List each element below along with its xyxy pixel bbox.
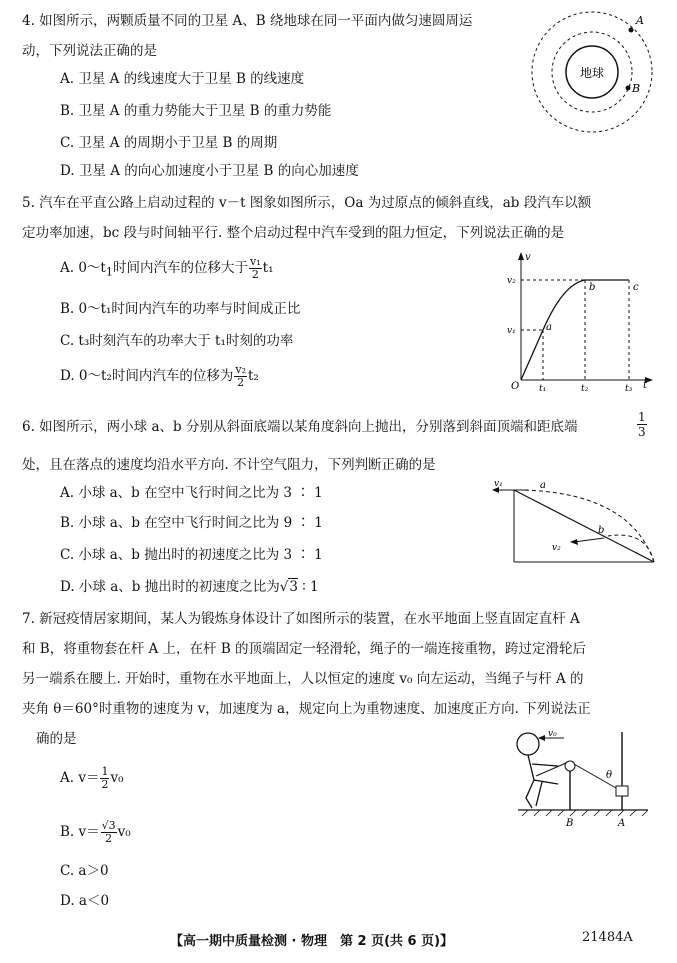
q7-option-a-pre: A. v＝: [60, 770, 100, 786]
q7-option-a-den: 2: [101, 778, 109, 791]
v2-arrowhead: [570, 539, 578, 545]
q5-vt-graph: [505, 248, 655, 393]
incline-surface: [514, 490, 654, 562]
t-axis-label: t: [643, 380, 648, 391]
footer-code: 21484A: [582, 930, 633, 945]
q6-incline-figure: [490, 478, 660, 570]
t2-tick: t₂: [581, 384, 589, 393]
q4-option-b: B. 卫星 A 的重力势能大于卫星 B 的重力势能: [60, 103, 332, 119]
q7-option-d: D. a＜0: [60, 893, 110, 909]
q5-option-a-num: v₁: [250, 255, 261, 268]
q5-option-d-pre: D. 0～t₂时间内汽车的位移为: [60, 368, 234, 384]
v0-label: v₀: [548, 729, 557, 739]
t3-tick: t₃: [625, 384, 633, 393]
q7-stem-line4: 夹角 θ＝60°时重物的速度为 v，加速度为 a，规定向上为重物速度、加速度正方向. 下列说法正: [22, 701, 591, 717]
q7-option-a-fraction: [100, 766, 109, 791]
point-b-label: b: [589, 282, 596, 293]
q7-stem-line2: 和 B，将重物套在杆 A 上，在杆 B 的顶端固定一轻滑轮，绳子的一端连接重物，跨过定滑轮后: [22, 641, 587, 657]
vt-curve: [521, 280, 629, 380]
pulley: [565, 761, 575, 771]
q5-option-a-fraction: [249, 256, 262, 281]
earth-label: 地球: [579, 66, 605, 80]
q5-option-d-num: v₂: [235, 363, 246, 376]
q6-option-d-pre: D. 小球 a、b 抛出时的初速度之比为: [60, 579, 280, 595]
q7-option-a: [60, 766, 124, 791]
person-body: [526, 755, 558, 808]
q7-stem-line1: 7. 新冠疫情居家期间，某人为锻炼身体设计了如图所示的装置，在水平地面上竖直固定直杆 A: [22, 611, 580, 627]
point-c-label: c: [633, 282, 639, 293]
q7-pulley-figure: [512, 728, 652, 828]
footer-title: 【高一期中质量检测 · 物理 第 2 页(共 6 页)】: [170, 934, 454, 949]
rod-a-label: A: [618, 818, 626, 828]
q5-option-a: [60, 256, 274, 284]
satellite-a-label: A: [636, 14, 644, 27]
v2-arrow: [574, 538, 604, 542]
q4-option-c: C. 卫星 A 的周期小于卫星 B 的周期: [60, 135, 278, 151]
q5-option-a-pre: A. 0～t: [60, 260, 106, 276]
origin-label: O: [511, 381, 520, 392]
q5-option-d-den: 2: [237, 376, 245, 389]
q6-option-d-post: ∶ 1: [297, 579, 319, 595]
q6-stem-fraction: [637, 410, 647, 439]
q5-stem-line1: 5. 汽车在平直公路上启动过程的 v－t 图象如图所示，Oa 为过原点的倾斜直线，ab 段汽车以额: [22, 195, 592, 211]
t1-tick: t₁: [539, 384, 547, 393]
v-axis-arrow: [518, 252, 524, 260]
q7-stem-line5: 确的是: [36, 731, 77, 747]
q7-option-b: [60, 820, 131, 845]
q5-option-d-post: t₂: [247, 368, 259, 384]
q7-option-b-fraction: [101, 820, 117, 845]
q6-stem-line2: 处，且在落点的速度均沿水平方向. 不计空气阻力，下列判断正确的是: [22, 457, 436, 473]
q6-option-d-sqrt: 3: [289, 579, 298, 595]
q4-option-a: A. 卫星 A 的线速度大于卫星 B 的线速度: [60, 71, 305, 87]
q4-orbit-figure: [528, 8, 668, 133]
q7-option-b-den: 2: [105, 832, 113, 845]
weight-block: [616, 786, 628, 796]
v1-tick: v₁: [507, 326, 516, 336]
q6-option-c: C. 小球 a、b 抛出时的初速度之比为 3 ∶ 1: [60, 547, 323, 563]
q4-option-d: D. 卫星 A 的向心加速度小于卫星 B 的向心加速度: [60, 163, 359, 179]
ground-hatch: [522, 810, 648, 816]
q7-option-b-pre: B. v＝: [60, 824, 100, 840]
q5-option-d: [60, 364, 259, 389]
q5-option-a-sub: 1: [105, 265, 114, 279]
v1-label: v₁: [494, 479, 503, 489]
theta-label: θ: [606, 770, 613, 781]
v0-arrowhead: [538, 735, 545, 741]
q6-option-b: B. 小球 a、b 在空中飞行时间之比为 9 ∶ 1: [60, 515, 323, 531]
q7-option-b-num: √3: [101, 819, 116, 832]
q6-stem-frac-den: 3: [638, 425, 646, 439]
q7-option-a-num: 1: [101, 765, 109, 778]
satellite-b: [626, 86, 631, 91]
ball-b-label: b: [598, 525, 605, 536]
v2-tick: v₂: [507, 276, 516, 286]
person-head: [517, 733, 539, 755]
q6-option-d: D. 小球 a、b 抛出时的初速度之比为√3 ∶ 1: [60, 579, 319, 595]
q5-option-d-fraction: [234, 364, 247, 389]
q5-stem-line2: 定功率加速，bc 段与时间轴平行. 整个启动过程中汽车受到的阻力恒定，下列说法正确的是: [22, 225, 565, 241]
v2-label: v₂: [552, 543, 561, 553]
rod-b-label: B: [566, 818, 574, 828]
q5-option-a-mid: 时间内汽车的位移大于: [113, 260, 249, 276]
satellite-a: [629, 28, 634, 33]
q5-option-b: B. 0～t₁时间内汽车的功率与时间成正比: [60, 301, 301, 317]
person-arms: [532, 764, 558, 766]
q4-stem-line2: 动，下列说法正确的是: [22, 43, 157, 59]
v-axis-label: v: [525, 252, 531, 263]
q6-stem-frac-num: 1: [638, 410, 646, 424]
q5-option-a-post: t₁: [262, 260, 274, 276]
q7-stem-line3: 另一端系在腰上. 开始时，重物在水平地面上，人以恒定的速度 v₀ 向左运动，当绳子与杆 A 的: [22, 671, 584, 687]
q5-option-c: C. t₃时刻汽车的功率大于 t₁时刻的功率: [60, 333, 294, 349]
q7-option-a-post: v₀: [110, 770, 124, 786]
satellite-b-label: B: [632, 82, 641, 95]
q6-option-a: A. 小球 a、b 在空中飞行时间之比为 3 ∶ 1: [60, 485, 323, 501]
q6-stem-line1: 6. 如图所示，两小球 a、b 分别从斜面底端以某角度斜向上抛出，分别落到斜面顶端和距底端: [22, 419, 578, 435]
ball-a-label: a: [540, 480, 546, 491]
q7-option-c: C. a＞0: [60, 863, 109, 879]
q7-option-b-post: v₀: [117, 824, 131, 840]
q5-option-a-den: 2: [251, 268, 259, 281]
q4-stem-line1: 4. 如图所示，两颗质量不同的卫星 A、B 绕地球在同一平面内做匀速圆周运: [22, 13, 473, 29]
point-a-label: a: [546, 322, 552, 333]
